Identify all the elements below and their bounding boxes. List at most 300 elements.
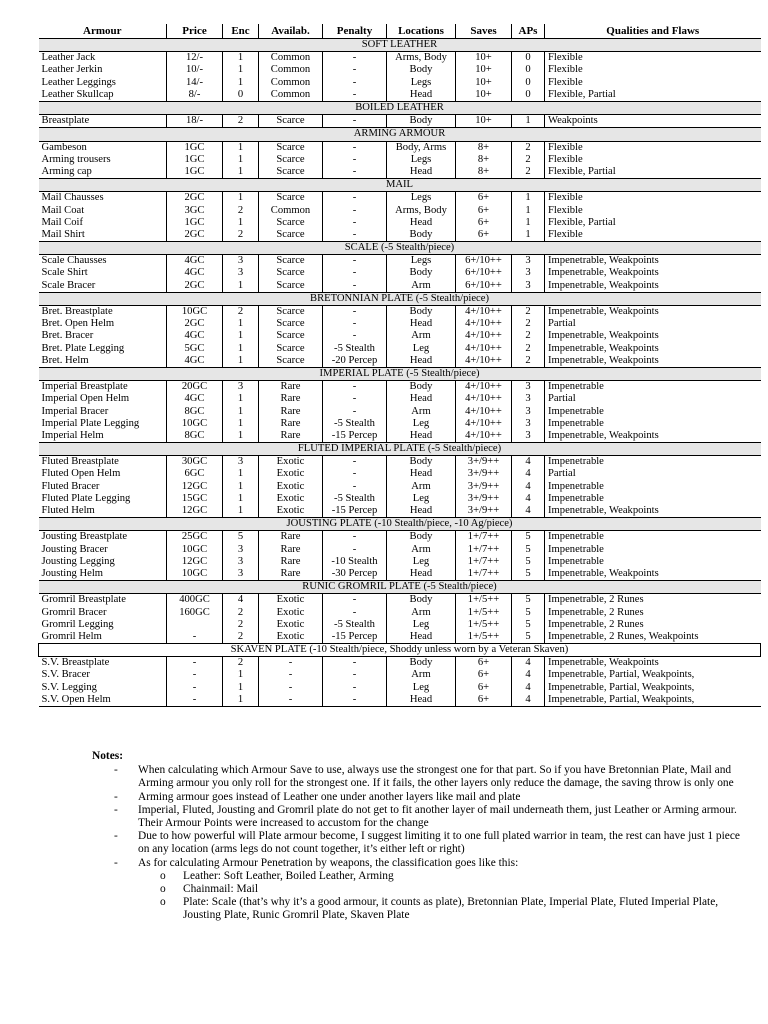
availability-cell: Exotic <box>259 631 323 644</box>
group-header-row <box>39 443 761 456</box>
penalty-cell: - <box>323 594 387 607</box>
enc-cell: 1 <box>223 166 259 179</box>
aps-cell: 0 <box>512 52 545 65</box>
note-dash: - <box>114 803 118 816</box>
qualities-cell: Flexible <box>545 154 761 166</box>
penalty-cell: - <box>323 217 387 229</box>
penalty-cell: - <box>323 481 387 493</box>
armour-name-cell: Fluted Breastplate <box>41 456 119 468</box>
armour-name-cell: Bret. Breastplate <box>41 306 113 318</box>
aps-cell: 4 <box>512 682 545 694</box>
qualities-cell: Impenetrable, Weakpoints <box>545 343 761 355</box>
group-header-row <box>39 242 761 255</box>
price-cell: 1GC <box>167 154 223 166</box>
enc-cell: 3 <box>223 544 259 556</box>
armour-name-cell: Leather Leggings <box>41 76 116 88</box>
location-cell: Body <box>387 64 456 76</box>
aps-cell: 1 <box>512 217 545 229</box>
saves-cell: 10+ <box>456 89 512 102</box>
aps-cell: 2 <box>512 166 545 179</box>
enc-cell: 1 <box>223 468 259 480</box>
enc-cell: 3 <box>223 255 259 268</box>
availability-cell: Scarce <box>259 318 323 330</box>
availability-cell: Common <box>259 52 323 65</box>
penalty-cell: - <box>323 64 387 76</box>
location-cell: Leg <box>387 418 456 430</box>
aps-cell: 5 <box>512 544 545 556</box>
location-cell: Body, Arms <box>387 141 456 154</box>
armour-name-cell: Bret. Helm <box>39 355 167 368</box>
table-row <box>39 166 761 179</box>
enc-cell: 5 <box>223 531 259 544</box>
note-dash: - <box>114 764 118 777</box>
penalty-cell: - <box>323 330 387 342</box>
saves-cell: 3+/9++ <box>456 468 512 480</box>
saves-cell: 4+/10++ <box>456 355 512 368</box>
price-cell: 3GC <box>167 204 223 216</box>
location-cell: Body <box>387 115 456 128</box>
price-cell: 10/- <box>167 64 223 76</box>
penalty-cell: -20 Percep <box>323 355 387 368</box>
saves-cell: 3+/9++ <box>456 481 512 493</box>
availability-cell: Scarce <box>259 141 323 154</box>
header-row <box>39 24 761 39</box>
classification-item <box>90 896 750 922</box>
price-cell: 12GC <box>167 556 223 568</box>
availability-cell: Common <box>259 89 323 102</box>
penalty-cell: - <box>323 255 387 268</box>
availability-cell: Rare <box>259 381 323 394</box>
group-title: BRETONNIAN PLATE (-5 Stealth/piece) <box>39 292 761 305</box>
saves-cell: 1+/7++ <box>456 568 512 581</box>
enc-cell: 1 <box>223 505 259 518</box>
armour-name-cell: Fluted Helm <box>39 505 167 518</box>
table-row <box>39 405 761 417</box>
column-header-penalty: Penalty <box>323 24 387 39</box>
enc-cell: 1 <box>223 141 259 154</box>
armour-name-cell: Leather Skullcap <box>39 89 167 102</box>
price-cell: 2GC <box>167 229 223 242</box>
saves-cell: 6+ <box>456 217 512 229</box>
location-cell: Head <box>387 694 456 707</box>
aps-cell: 4 <box>512 669 545 681</box>
penalty-cell: -15 Percep <box>323 430 387 443</box>
aps-cell: 3 <box>512 280 545 293</box>
qualities-cell: Impenetrable, Weakpoints <box>545 657 761 670</box>
price-cell: 10GC <box>167 305 223 318</box>
table-row <box>39 531 761 544</box>
qualities-cell: Flexible, Partial <box>545 217 761 229</box>
price-cell <box>167 619 223 631</box>
column-header-locations: Locations <box>387 24 456 39</box>
enc-cell: 2 <box>223 305 259 318</box>
aps-cell: 3 <box>512 393 545 405</box>
enc-cell: 0 <box>223 89 259 102</box>
location-cell: Legs <box>387 255 456 268</box>
price-cell: 160GC <box>167 606 223 618</box>
note-text: Imperial, Fluted, Jousting and Gromril plate do not get to fit another layer of mail underneath them, just Leather or Arming armour. Their Armour Points were increased to accustom for the change <box>138 803 737 830</box>
saves-cell: 6+ <box>456 669 512 681</box>
penalty-cell: - <box>323 166 387 179</box>
column-header-armour: Armour <box>39 24 167 39</box>
price-cell: - <box>167 694 223 707</box>
table-row <box>39 594 761 607</box>
saves-cell: 6+ <box>456 682 512 694</box>
availability-cell: Scarce <box>259 343 323 355</box>
availability-cell: Scarce <box>259 280 323 293</box>
note-item <box>90 764 750 790</box>
availability-cell: Rare <box>259 430 323 443</box>
location-cell: Arm <box>387 606 456 618</box>
notes-section <box>90 750 750 923</box>
table-row <box>39 89 761 102</box>
location-cell: Leg <box>387 493 456 505</box>
group-header-row <box>39 39 761 52</box>
location-cell: Body <box>387 456 456 469</box>
penalty-cell: - <box>323 694 387 707</box>
saves-cell: 6+/10++ <box>456 280 512 293</box>
enc-cell: 1 <box>223 430 259 443</box>
armour-name-cell: Jousting Helm <box>39 568 167 581</box>
aps-cell: 1 <box>512 204 545 216</box>
enc-cell: 1 <box>223 330 259 342</box>
enc-cell: 2 <box>223 606 259 618</box>
bullet-icon: o <box>160 883 166 896</box>
saves-cell: 4+/10++ <box>456 393 512 405</box>
qualities-cell: Impenetrable, Weakpoints <box>545 568 761 581</box>
table-row <box>39 556 761 568</box>
armour-name-cell: Jousting Breastplate <box>41 531 128 543</box>
armour-name-cell: S.V. Open Helm <box>39 694 167 707</box>
availability-cell: Exotic <box>259 456 323 469</box>
qualities-cell: Flexible <box>545 141 761 154</box>
table-row <box>39 682 761 694</box>
armour-name-cell: Arming trousers <box>41 153 111 165</box>
aps-cell: 5 <box>512 531 545 544</box>
availability-cell: Scarce <box>259 166 323 179</box>
penalty-cell: - <box>323 456 387 469</box>
location-cell: Body <box>387 381 456 394</box>
table-row <box>39 694 761 707</box>
price-cell: 4GC <box>167 393 223 405</box>
note-text: Due to how powerful will Plate armour become, I suggest limiting it to one full plated warrior in team, the rest can have just 1 piece on any location (arms legs do not count together, it’s either left or right) <box>138 830 740 856</box>
aps-cell: 4 <box>512 694 545 707</box>
armour-name-cell: Gromril Helm <box>39 631 167 644</box>
table-row <box>39 393 761 405</box>
enc-cell: 2 <box>223 631 259 644</box>
notes-list <box>90 764 750 922</box>
aps-cell: 5 <box>512 556 545 568</box>
penalty-cell: - <box>323 381 387 394</box>
penalty-cell: - <box>323 305 387 318</box>
availability-cell: Exotic <box>259 594 323 607</box>
price-cell: - <box>167 682 223 694</box>
penalty-cell: - <box>323 606 387 618</box>
saves-cell: 10+ <box>456 52 512 65</box>
penalty-cell: - <box>323 544 387 556</box>
availability-cell: Exotic <box>259 481 323 493</box>
note-dash: - <box>114 830 118 843</box>
table-row <box>39 330 761 342</box>
location-cell: Body <box>387 531 456 544</box>
qualities-cell: Flexible <box>545 229 761 242</box>
location-cell: Head <box>387 318 456 330</box>
armour-name-cell: Mail Coat <box>41 204 85 216</box>
aps-cell: 5 <box>512 619 545 631</box>
qualities-cell: Impenetrable <box>545 531 761 544</box>
saves-cell: 4+/10++ <box>456 318 512 330</box>
table-row <box>39 568 761 581</box>
qualities-cell: Impenetrable <box>545 544 761 556</box>
qualities-cell: Impenetrable, Partial, Weakpoints, <box>545 694 761 707</box>
penalty-cell: - <box>323 115 387 128</box>
penalty-cell: - <box>323 204 387 216</box>
aps-cell: 3 <box>512 255 545 268</box>
qualities-cell: Impenetrable, Weakpoints <box>545 255 761 268</box>
saves-cell: 4+/10++ <box>456 330 512 342</box>
price-cell: 20GC <box>167 381 223 394</box>
armour-name-cell: Bret. Open Helm <box>41 318 115 330</box>
location-cell: Body <box>387 229 456 242</box>
price-cell: 10GC <box>167 418 223 430</box>
availability-cell: Exotic <box>259 468 323 480</box>
saves-cell: 1+/7++ <box>456 544 512 556</box>
qualities-cell: Impenetrable, 2 Runes <box>545 619 761 631</box>
table-row <box>39 418 761 430</box>
location-cell: Head <box>387 217 456 229</box>
group-title: SKAVEN PLATE (-10 Stealth/piece, Shoddy unless worn by a Veteran Skaven) <box>39 644 761 657</box>
aps-cell: 4 <box>512 468 545 480</box>
qualities-cell: Flexible, Partial <box>545 166 761 179</box>
penalty-cell: -5 Stealth <box>323 418 387 430</box>
location-cell: Legs <box>387 192 456 205</box>
saves-cell: 1+/5++ <box>456 631 512 644</box>
armour-name-cell: Fluted Plate Legging <box>41 492 131 504</box>
price-cell: 8/- <box>167 89 223 102</box>
group-title: BOILED LEATHER <box>39 101 761 114</box>
armour-name-cell: Bret. Bracer <box>41 330 94 342</box>
saves-cell: 1+/7++ <box>456 556 512 568</box>
classification-text: Chainmail: Mail <box>183 883 258 896</box>
location-cell: Arm <box>387 280 456 293</box>
table-row <box>39 619 761 631</box>
armour-name-cell: Imperial Helm <box>39 430 167 443</box>
penalty-cell: - <box>323 682 387 694</box>
location-cell: Head <box>387 430 456 443</box>
table-row <box>39 192 761 205</box>
saves-cell: 1+/5++ <box>456 619 512 631</box>
availability-cell: Exotic <box>259 505 323 518</box>
enc-cell: 1 <box>223 418 259 430</box>
enc-cell: 1 <box>223 280 259 293</box>
qualities-cell: Impenetrable, Weakpoints <box>545 330 761 342</box>
qualities-cell: Impenetrable <box>545 418 761 430</box>
table-row <box>39 430 761 443</box>
group-header-row <box>39 367 761 380</box>
price-cell: 10GC <box>167 544 223 556</box>
availability-cell: Rare <box>259 556 323 568</box>
price-cell: 30GC <box>167 456 223 469</box>
price-cell: 2GC <box>167 280 223 293</box>
qualities-cell: Impenetrable, Weakpoints <box>545 430 761 443</box>
enc-cell: 3 <box>223 267 259 279</box>
table-row <box>39 381 761 394</box>
availability-cell: Rare <box>259 418 323 430</box>
note-item <box>90 804 750 830</box>
armour-name-cell: Scale Shirt <box>41 267 88 279</box>
qualities-cell: Impenetrable, 2 Runes <box>545 594 761 607</box>
aps-cell: 3 <box>512 267 545 279</box>
saves-cell: 1+/7++ <box>456 531 512 544</box>
qualities-cell: Flexible <box>545 77 761 89</box>
group-title: SCALE (-5 Stealth/piece) <box>39 242 761 255</box>
availability-cell: Scarce <box>259 217 323 229</box>
enc-cell: 1 <box>223 405 259 417</box>
saves-cell: 3+/9++ <box>456 456 512 469</box>
table-row <box>39 493 761 505</box>
enc-cell: 1 <box>223 154 259 166</box>
armour-name-cell: Imperial Bracer <box>41 405 109 417</box>
column-header-availability: Availab. <box>259 24 323 39</box>
availability-cell: Scarce <box>259 330 323 342</box>
saves-cell: 8+ <box>456 166 512 179</box>
table-row <box>39 64 761 76</box>
location-cell: Leg <box>387 556 456 568</box>
aps-cell: 2 <box>512 355 545 368</box>
price-cell: 1GC <box>167 141 223 154</box>
penalty-cell: - <box>323 468 387 480</box>
table-row <box>39 305 761 318</box>
table-row <box>39 631 761 644</box>
enc-cell: 1 <box>223 682 259 694</box>
location-cell: Arm <box>387 405 456 417</box>
group-header-row <box>39 101 761 114</box>
qualities-cell: Impenetrable, Weakpoints <box>545 280 761 293</box>
armour-name-cell: Mail Chausses <box>41 192 104 204</box>
aps-cell: 2 <box>512 141 545 154</box>
price-cell: 2GC <box>167 192 223 205</box>
location-cell: Body <box>387 267 456 279</box>
table-row <box>39 217 761 229</box>
penalty-cell: -30 Percep <box>323 568 387 581</box>
availability-cell: - <box>259 669 323 681</box>
armour-name-cell: Imperial Plate Legging <box>41 417 140 429</box>
saves-cell: 6+/10++ <box>456 255 512 268</box>
table-row <box>39 229 761 242</box>
availability-cell: - <box>259 657 323 670</box>
enc-cell: 1 <box>223 77 259 89</box>
aps-cell: 4 <box>512 493 545 505</box>
penalty-cell: -5 Stealth <box>323 343 387 355</box>
table-row <box>39 154 761 166</box>
enc-cell: 3 <box>223 568 259 581</box>
qualities-cell: Impenetrable <box>545 493 761 505</box>
enc-cell: 1 <box>223 217 259 229</box>
group-title: RUNIC GROMRIL PLATE (-5 Stealth/piece) <box>39 581 761 594</box>
aps-cell: 3 <box>512 405 545 417</box>
location-cell: Leg <box>387 619 456 631</box>
armour-name-cell: S.V. Breastplate <box>41 657 110 669</box>
armour-name-cell: Mail Shirt <box>39 229 167 242</box>
price-cell: 400GC <box>167 594 223 607</box>
saves-cell: 6+ <box>456 657 512 670</box>
price-cell: 4GC <box>167 330 223 342</box>
aps-cell: 4 <box>512 456 545 469</box>
qualities-cell: Impenetrable <box>545 556 761 568</box>
armour-name-cell: Scale Bracer <box>39 280 167 293</box>
price-cell: 2GC <box>167 318 223 330</box>
armour-name-cell: Gambeson <box>41 141 87 153</box>
availability-cell: Exotic <box>259 619 323 631</box>
saves-cell: 6+/10++ <box>456 267 512 279</box>
note-text: Arming armour goes instead of Leather one under another layers like mail and plate <box>138 790 521 803</box>
group-title: FLUTED IMPERIAL PLATE (-5 Stealth/piece) <box>39 443 761 456</box>
table-row <box>39 115 761 128</box>
aps-cell: 4 <box>512 505 545 518</box>
armour-name-cell: Imperial Breastplate <box>41 381 128 393</box>
location-cell: Head <box>387 166 456 179</box>
table-row <box>39 544 761 556</box>
availability-cell: Common <box>259 77 323 89</box>
enc-cell: 1 <box>223 393 259 405</box>
price-cell: 10GC <box>167 568 223 581</box>
qualities-cell: Partial <box>545 318 761 330</box>
enc-cell: 2 <box>223 204 259 216</box>
group-header-row <box>39 518 761 531</box>
availability-cell: Scarce <box>259 255 323 268</box>
column-header-enc: Enc <box>223 24 259 39</box>
saves-cell: 8+ <box>456 141 512 154</box>
enc-cell: 1 <box>223 669 259 681</box>
saves-cell: 1+/5++ <box>456 606 512 618</box>
column-header-aps: APs <box>512 24 545 39</box>
qualities-cell: Impenetrable, Weakpoints <box>545 267 761 279</box>
enc-cell: 1 <box>223 192 259 205</box>
enc-cell: 1 <box>223 52 259 65</box>
price-cell: 1GC <box>167 217 223 229</box>
penalty-cell: - <box>323 280 387 293</box>
penalty-cell: - <box>323 531 387 544</box>
enc-cell: 3 <box>223 556 259 568</box>
aps-cell: 2 <box>512 330 545 342</box>
availability-cell: Rare <box>259 531 323 544</box>
location-cell: Leg <box>387 682 456 694</box>
aps-cell: 2 <box>512 343 545 355</box>
location-cell: Head <box>387 89 456 102</box>
availability-cell: Rare <box>259 393 323 405</box>
armour-name-cell: Gromril Breastplate <box>41 594 126 606</box>
table-row <box>39 52 761 65</box>
availability-cell: Common <box>259 204 323 216</box>
availability-cell: Scarce <box>259 229 323 242</box>
price-cell: 12GC <box>167 505 223 518</box>
penalty-cell: - <box>323 77 387 89</box>
availability-cell: Scarce <box>259 154 323 166</box>
availability-cell: Scarce <box>259 355 323 368</box>
table-row <box>39 267 761 279</box>
armour-name-cell: Gromril Legging <box>41 618 114 630</box>
location-cell: Body <box>387 594 456 607</box>
note-item <box>90 830 750 856</box>
availability-cell: Exotic <box>259 493 323 505</box>
table-row <box>39 468 761 480</box>
table-row <box>39 657 761 670</box>
availability-cell: Exotic <box>259 606 323 618</box>
price-cell: 25GC <box>167 531 223 544</box>
armour-name-cell: Fluted Open Helm <box>41 468 121 480</box>
classification-text: Leather: Soft Leather, Boiled Leather, Arming <box>183 869 394 882</box>
enc-cell: 1 <box>223 493 259 505</box>
